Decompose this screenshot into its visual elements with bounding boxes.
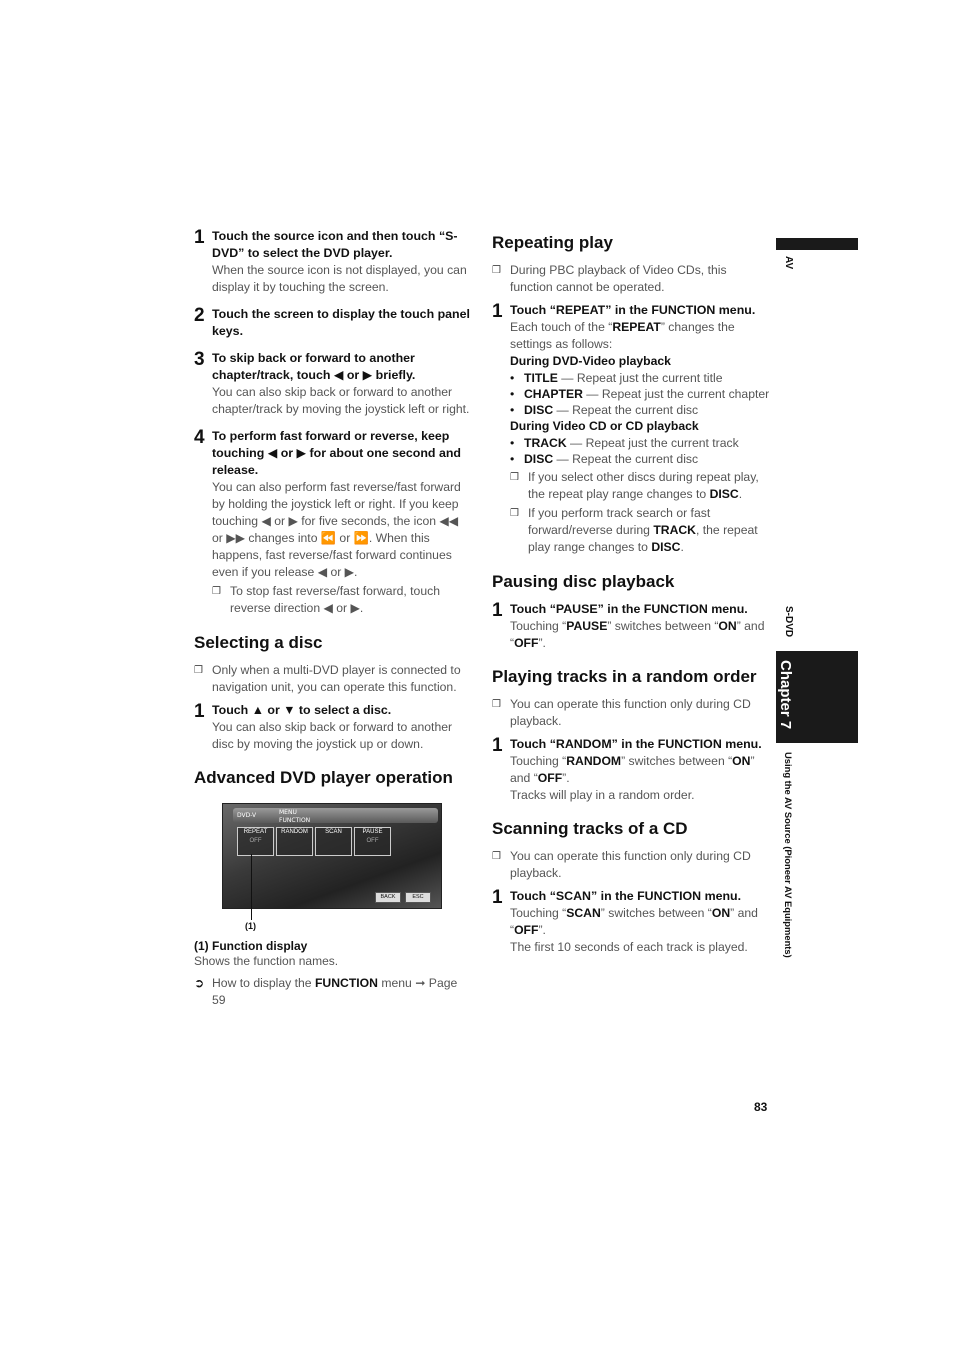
keyword: DISC (524, 403, 554, 417)
step-title: Touch “SCAN” in the FUNCTION menu. (510, 889, 742, 903)
side-label-av: AV (783, 256, 794, 270)
callout-line (251, 854, 252, 920)
keyword: TRACK (653, 523, 696, 537)
step-number: 2 (194, 305, 205, 326)
text-part: — Repeat just the current track (566, 436, 739, 450)
step-number: 1 (194, 227, 205, 248)
keyword: PAUSE (566, 619, 608, 633)
keyword: DISC (709, 487, 739, 501)
note (492, 848, 770, 882)
step-title: Touch “REPEAT” in the FUNCTION menu. (510, 303, 756, 317)
step-random (492, 736, 770, 804)
av-tab-bar (776, 238, 858, 250)
text-part: ” switches between “ (621, 754, 733, 768)
checkbox-bullet-icon: ❒ (212, 586, 221, 597)
step-3 (194, 350, 470, 418)
list-item (510, 386, 770, 402)
list-item (510, 435, 770, 451)
tab-label: PAUSE (362, 829, 383, 835)
step-title: Touch the source icon and then touch “S-DVD” to select the DVD player. (212, 229, 458, 260)
screen-esc-button: ESC (405, 892, 431, 903)
keyword: OFF (514, 923, 539, 937)
step-scan (492, 888, 770, 956)
tab-label: SCAN (325, 829, 342, 835)
keyword: ON (711, 906, 731, 920)
sub-heading: During Video CD or CD playback (510, 419, 699, 433)
screen-tab-scan (315, 827, 352, 856)
keyword: RANDOM (566, 754, 622, 768)
tab-state: OFF (249, 838, 262, 844)
checkbox-bullet-icon: ❒ (492, 851, 501, 862)
xref-text: How to display the (212, 976, 315, 990)
text-part: Touching “ (510, 754, 567, 768)
step-title: To perform fast forward or reverse, keep touching ◀ or ▶ for about one second and release. (212, 429, 461, 477)
callout-label: (1) (245, 921, 256, 931)
bullet-icon: • (510, 387, 515, 401)
list-item (510, 370, 770, 386)
step-select-disc (194, 702, 470, 753)
section-title-advanced: Advanced DVD player operation (194, 768, 453, 787)
step-text (510, 905, 770, 939)
bullet-icon: • (510, 371, 515, 385)
section-title-scan: Scanning tracks of a CD (492, 819, 688, 838)
step-1 (194, 228, 470, 296)
step-number: 1 (492, 735, 503, 756)
text-part: Touching “ (510, 906, 567, 920)
step-text (510, 618, 770, 652)
step-2 (194, 306, 470, 340)
side-label-sdvd: S-DVD (783, 606, 794, 638)
text-part: Each touch of the “ (510, 320, 613, 334)
section-title-pause: Pausing disc playback (492, 572, 675, 591)
tab-label: REPEAT (243, 829, 268, 835)
step-number: 1 (492, 887, 503, 908)
xref-text: menu ➞ Page 59 (212, 976, 458, 1007)
text-part: ” switches between “ (607, 619, 719, 633)
screen-tab-random (276, 827, 313, 856)
arrow-icon: ➲ (194, 976, 205, 990)
step-number: 3 (194, 349, 205, 370)
note-text: You can operate this function only during CD playback. (510, 849, 751, 880)
step-text (510, 753, 770, 787)
text-part: Touching “ (510, 619, 567, 633)
keyword: ON (732, 754, 751, 768)
tab-state: OFF (366, 838, 379, 844)
note-text: Only when a multi-DVD player is connected to navigation unit, you can operate this function. (212, 663, 461, 694)
text-part: — Repeat just the current title (557, 371, 723, 385)
step-text: The first 10 seconds of each track is played. (510, 940, 748, 954)
text-part: ” switches between “ (600, 906, 712, 920)
note-text: During PBC playback of Video CDs, this function cannot be operated. (510, 263, 727, 294)
step-pause (492, 601, 770, 652)
note-text: You can operate this function only during CD playback. (510, 697, 751, 728)
keyword: OFF (514, 636, 539, 650)
keyword: ON (718, 619, 737, 633)
step-text: You can also skip back or forward to another chapter/track by moving the joystick left or right. (212, 385, 470, 416)
text-part: ”. (562, 771, 570, 785)
page-number: 83 (754, 1100, 768, 1114)
keyword: TITLE (524, 371, 558, 385)
text-part: ” and “ (510, 619, 765, 650)
step-title: Touch “RANDOM” in the FUNCTION menu. (510, 737, 762, 751)
keyword: REPEAT (612, 320, 661, 334)
note: ❒ If you perform track search or fast forward/reverse during TRACK, the repeat play range changes to DISC. (510, 506, 758, 554)
checkbox-bullet-icon: ❒ (492, 265, 501, 276)
text-part: ”. (538, 636, 546, 650)
text-part: — Repeat the current disc (553, 403, 699, 417)
step-text: You can also skip back or forward to another disc by moving the joystick up or down. (212, 720, 453, 751)
keyword: DISC (651, 540, 681, 554)
cross-reference (194, 975, 470, 1009)
text-part: — Repeat the current disc (553, 452, 699, 466)
step-title: Touch ▲ or ▼ to select a disc. (212, 703, 392, 717)
note (194, 662, 470, 696)
caption-text: Shows the function names. (194, 954, 339, 968)
note (492, 262, 770, 296)
xref-keyword: FUNCTION (314, 976, 378, 990)
keyword: SCAN (566, 906, 601, 920)
step-repeat (492, 302, 770, 557)
screen-back-button: BACK (375, 892, 401, 903)
sub-heading: During DVD-Video playback (510, 354, 671, 368)
text-part: If you perform track search or fast forward/reverse during (528, 506, 711, 537)
bullet-icon: • (510, 436, 515, 450)
step-title: Touch “PAUSE” in the FUNCTION menu. (510, 602, 748, 616)
step-number: 1 (492, 301, 503, 322)
text-part: ” and “ (510, 754, 755, 785)
section-title-selecting-disc: Selecting a disc (194, 633, 323, 652)
step-text (510, 319, 770, 353)
bullet-icon: • (510, 403, 515, 417)
text-part: , the repeat play range changes to (528, 523, 758, 554)
caption-title: (1) Function display (194, 939, 308, 953)
text-part: — Repeat just the current chapter (582, 387, 770, 401)
checkbox-bullet-icon: ❒ (194, 665, 203, 676)
step-title: To skip back or forward to another chapter/track, touch ◀ or ▶ briefly. (212, 351, 416, 382)
step-number: 1 (492, 600, 503, 621)
text-part: ”. (538, 923, 546, 937)
side-label-section: Using the AV Source (Pioneer AV Equipments) (783, 752, 794, 958)
list-item (510, 402, 770, 418)
function-menu-screenshot (222, 803, 442, 931)
screen-logo: DVD-V (237, 812, 257, 819)
checkbox-bullet-icon: ❒ (510, 472, 519, 483)
keyword: OFF (537, 771, 563, 785)
section-title-random: Playing tracks in a random order (492, 667, 757, 686)
section-title-repeat: Repeating play (492, 233, 613, 252)
step-text: Tracks will play in a random order. (510, 788, 695, 802)
left-column (194, 228, 470, 1009)
step-text: You can also perform fast reverse/fast forward by holding the joystick left or right. If you keep touching ◀ or ▶ for five seconds, the icon ◀◀ or ▶▶ changes into ⏪ or ⏩. When this happens, fast reverse/fast forward continues even if you release ◀ or ▶. (212, 480, 461, 579)
chapter-label: Chapter 7 (777, 660, 794, 730)
screen-tab-pause (354, 827, 391, 856)
screen-menu-label: MENU (279, 809, 297, 816)
text-part: ” and “ (510, 906, 758, 937)
text-part: If you select other discs during repeat play, the repeat play range changes to (528, 470, 759, 501)
right-column (492, 228, 770, 966)
keyword: CHAPTER (524, 387, 583, 401)
note: ❒ If you select other discs during repeat play, the repeat play range changes to DISC. (510, 470, 759, 501)
keyword: TRACK (524, 436, 567, 450)
step-title: Touch the screen to display the touch panel keys. (212, 307, 470, 338)
keyword: DISC (524, 452, 554, 466)
step-4 (194, 428, 470, 618)
note (212, 583, 470, 617)
figure-caption (194, 939, 470, 969)
screen-tab-repeat (237, 827, 274, 856)
list-item (510, 451, 770, 467)
step-text: When the source icon is not displayed, you can display it by touching the screen. (212, 263, 467, 294)
tab-label: RANDOM (281, 829, 308, 835)
checkbox-bullet-icon: ❒ (492, 699, 501, 710)
screen-title-bar (233, 808, 438, 823)
checkbox-bullet-icon: ❒ (510, 508, 519, 519)
note (492, 696, 770, 730)
text-part: ” changes the settings as follows: (510, 320, 735, 351)
step-number: 1 (194, 701, 205, 722)
step-number: 4 (194, 427, 205, 448)
bullet-icon: • (510, 452, 515, 466)
note-text: To stop fast reverse/fast forward, touch reverse direction ◀ or ▶. (230, 584, 440, 615)
screen-function-label: FUNCTION (279, 817, 311, 824)
